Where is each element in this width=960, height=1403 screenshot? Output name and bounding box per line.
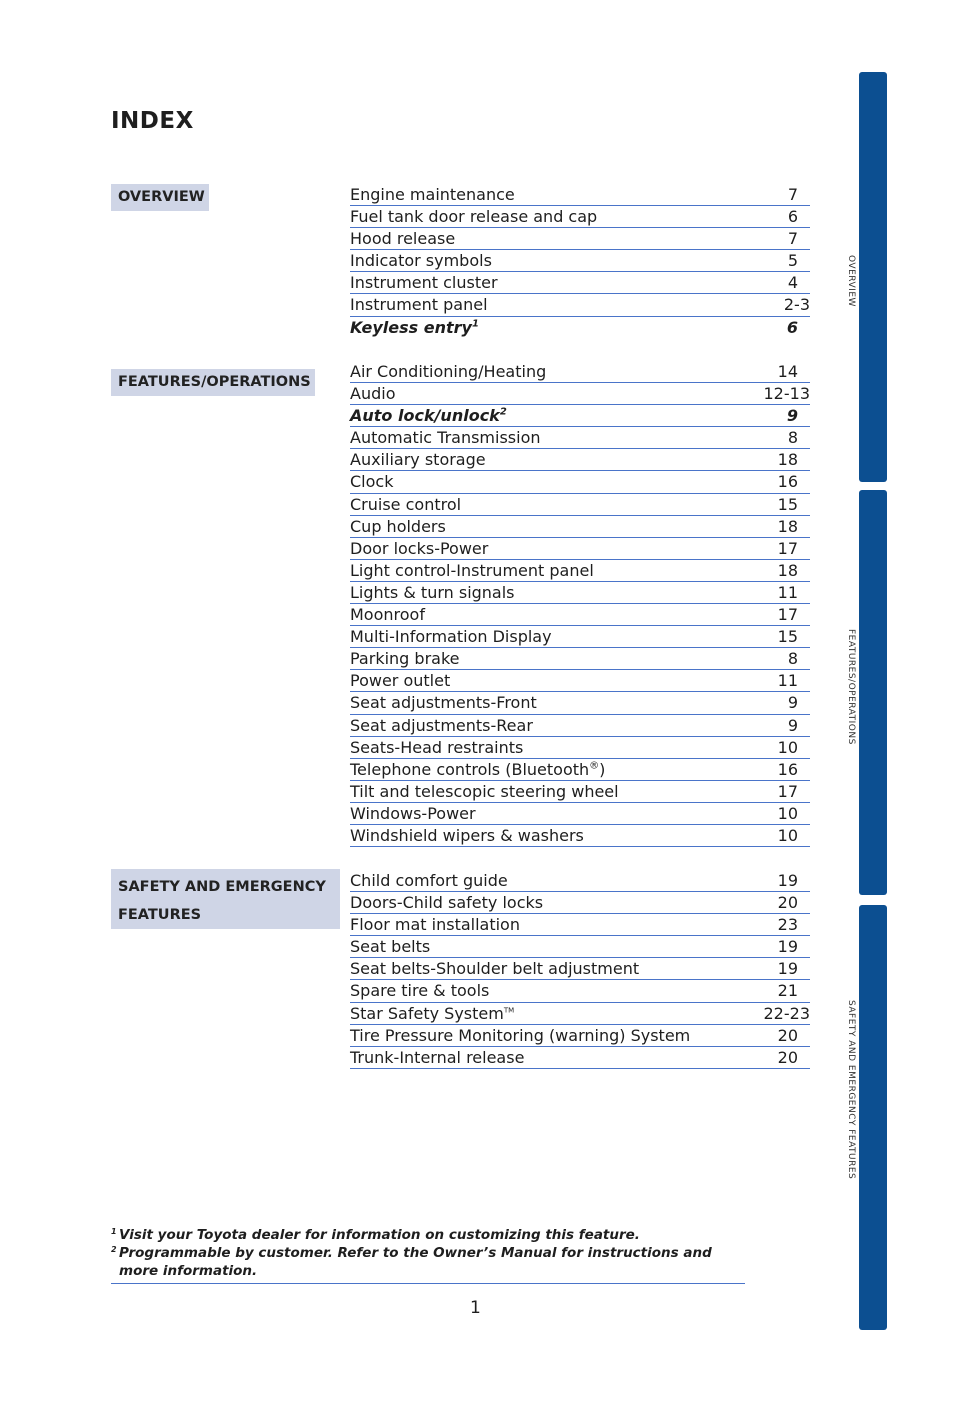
entry-page: 7: [787, 185, 798, 204]
index-entry: [350, 538, 810, 560]
section-label-safety: [111, 869, 340, 929]
side-tab-label-safety: SAFETY AND EMERGENCY FEATURES: [846, 1000, 856, 1180]
entry-name: Light control-Instrument panel: [350, 560, 594, 580]
index-entry: [350, 405, 810, 427]
entry-name: Fuel tank door release and cap: [350, 207, 598, 227]
entry-page: 15: [777, 494, 798, 514]
index-entry: [350, 715, 810, 737]
entry-page: 20: [777, 1047, 798, 1067]
entry-name: Seats-Head restraints: [350, 737, 524, 757]
entry-page: 16: [777, 759, 798, 779]
entry-name: Indicator symbols: [350, 251, 492, 271]
entry-name: Audio: [350, 384, 396, 404]
entry-name: [350, 405, 507, 426]
entry-page: 4: [787, 273, 798, 293]
entry-page: 6: [787, 207, 798, 227]
footnotes: [111, 1226, 745, 1284]
entry-page: 10: [777, 825, 798, 845]
entry-name: Instrument panel: [350, 295, 488, 315]
index-entry: [350, 582, 810, 604]
index-entry: [350, 317, 810, 339]
side-tab-overview[interactable]: [859, 72, 887, 482]
entry-page: 17: [777, 605, 798, 625]
entry-name: Multi-Information Display: [350, 627, 552, 647]
entry-page: 9: [787, 715, 798, 735]
index-entry: [350, 670, 810, 692]
entry-page: 18: [777, 450, 798, 470]
entry-page: 12-13: [763, 384, 810, 404]
entry-name: Windshield wipers & washers: [350, 825, 584, 845]
index-entry: [350, 494, 810, 516]
entry-page: 10: [777, 803, 798, 823]
entry-page: 14: [777, 362, 798, 381]
index-entry: [350, 870, 810, 892]
entry-name: Automatic Transmission: [350, 428, 541, 448]
entry-page: 2-3: [783, 295, 810, 315]
entry-name: Tire Pressure Monitoring (warning) System: [350, 1025, 691, 1045]
footnote-marker: 2: [499, 406, 507, 418]
entry-page: 18: [777, 516, 798, 536]
entry-page: 20: [777, 1025, 798, 1045]
index-entry: [350, 361, 810, 383]
entry-name-text: Telephone controls (Bluetooth: [350, 759, 590, 779]
entry-page: 17: [777, 538, 798, 558]
index-entry: [350, 272, 810, 294]
entry-page: 22-23: [763, 1003, 810, 1023]
index-entry: [350, 914, 810, 936]
section-label-features: FEATURES/OPERATIONS: [111, 369, 315, 396]
index-entry: [350, 604, 810, 626]
entry-page: 15: [777, 627, 798, 647]
entry-name: Floor mat installation: [350, 915, 520, 935]
index-entry: [350, 958, 810, 980]
trademark-mark: TM: [503, 1006, 515, 1015]
page-number: 1: [470, 1298, 481, 1318]
side-tab-label-overview: OVERVIEW: [846, 255, 856, 307]
footnote-marker: 1: [471, 318, 479, 330]
index-entry: [350, 294, 810, 316]
index-entry: [350, 626, 810, 648]
index-entry: [350, 759, 810, 781]
entry-name-text: Keyless entry: [350, 317, 472, 337]
index-list-overview: [350, 184, 810, 339]
entry-name: [350, 1003, 514, 1024]
index-entry: [350, 449, 810, 471]
entry-name: Clock: [350, 472, 394, 492]
entry-page: 21: [777, 981, 798, 1001]
entry-page: 10: [777, 737, 798, 757]
entry-name: Cruise control: [350, 494, 462, 514]
entry-page: 6: [786, 317, 798, 337]
entry-name: Door locks-Power: [350, 538, 489, 558]
entry-name: Auxiliary storage: [350, 450, 486, 470]
entry-name: Engine maintenance: [350, 185, 515, 204]
entry-page: 7: [787, 229, 798, 249]
footnote: 1 Visit your Toyota dealer for information on customizing this feature.: [111, 1227, 640, 1243]
entry-page: 11: [777, 582, 798, 602]
entry-page: 19: [777, 959, 798, 979]
section-label-line: FEATURES: [118, 907, 202, 923]
index-entry: [350, 803, 810, 825]
index-entry: [350, 383, 810, 405]
index-entry: [350, 1047, 810, 1069]
index-entry: [350, 1003, 810, 1025]
entry-name: Air Conditioning/Heating: [350, 362, 547, 381]
index-entry: [350, 560, 810, 582]
footnote-text: Visit your Toyota dealer for information on customizing this feature.: [119, 1227, 640, 1243]
entry-name: Seat adjustments-Rear: [350, 715, 533, 735]
index-entry: [350, 781, 810, 803]
entry-page: 16: [777, 472, 798, 492]
index-list-features: [350, 361, 810, 847]
index-entry: [350, 228, 810, 250]
entry-name: Moonroof: [350, 605, 425, 625]
entry-name: [350, 759, 605, 780]
index-entry: [350, 206, 810, 228]
entry-page: 19: [777, 871, 798, 890]
entry-name: Lights & turn signals: [350, 582, 515, 602]
entry-page: 18: [777, 560, 798, 580]
entry-name: Parking brake: [350, 649, 460, 669]
index-entry: [350, 184, 810, 206]
entry-page: 8: [787, 428, 798, 448]
section-label-overview: OVERVIEW: [111, 184, 209, 211]
footnote: 2 Programmable by customer. Refer to the Owner’s Manual for instructions and more information.: [111, 1245, 712, 1279]
side-tab-safety[interactable]: [859, 905, 887, 1330]
entry-name: Seat belts: [350, 937, 431, 957]
entry-name: Doors-Child safety locks: [350, 893, 544, 913]
side-tab-label-features: FEATURES/OPERATIONS: [846, 629, 856, 745]
footnote-text: Programmable by customer. Refer to the Owner’s Manual for instructions and more information.: [119, 1245, 712, 1279]
entry-name: Trunk-Internal release: [350, 1047, 525, 1067]
index-entry: [350, 471, 810, 493]
section-label-line: SAFETY AND EMERGENCY: [118, 879, 326, 895]
entry-page: 19: [777, 937, 798, 957]
index-entry: [350, 737, 810, 759]
entry-page: 20: [777, 893, 798, 913]
index-entry: [350, 692, 810, 714]
entry-name: Child comfort guide: [350, 871, 508, 890]
index-entry: [350, 825, 810, 847]
index-entry: [350, 1025, 810, 1047]
entry-name: Seat adjustments-Front: [350, 693, 537, 713]
entry-name: Power outlet: [350, 671, 451, 691]
entry-name: Cup holders: [350, 516, 446, 536]
entry-name: Windows-Power: [350, 803, 476, 823]
index-entry: [350, 427, 810, 449]
index-entry: [350, 892, 810, 914]
entry-name-text: Star Safety System: [350, 1003, 504, 1023]
entry-name: [350, 317, 479, 339]
entry-page: 17: [777, 781, 798, 801]
entry-name: Instrument cluster: [350, 273, 498, 293]
entry-page: 9: [787, 693, 798, 713]
registered-mark: ®: [589, 760, 600, 772]
index-entry: [350, 980, 810, 1002]
entry-page: 8: [787, 649, 798, 669]
entry-name: Hood release: [350, 229, 456, 249]
page-title: INDEX: [111, 108, 194, 134]
index-entry: [350, 648, 810, 670]
index-entry: [350, 250, 810, 272]
entry-name: Seat belts-Shoulder belt adjustment: [350, 959, 640, 979]
entry-name: Spare tire & tools: [350, 981, 490, 1001]
entry-page: 9: [786, 406, 798, 426]
entry-page: 5: [787, 251, 798, 271]
entry-name-suffix: ): [599, 759, 606, 779]
index-list-safety: [350, 870, 810, 1069]
side-tab-features[interactable]: [859, 490, 887, 895]
entry-name: Tilt and telescopic steering wheel: [350, 781, 619, 801]
entry-name-text: Auto lock/unlock: [350, 406, 500, 426]
index-entry: [350, 516, 810, 538]
entry-page: 23: [777, 915, 798, 935]
entry-page: 11: [777, 671, 798, 691]
index-entry: [350, 936, 810, 958]
